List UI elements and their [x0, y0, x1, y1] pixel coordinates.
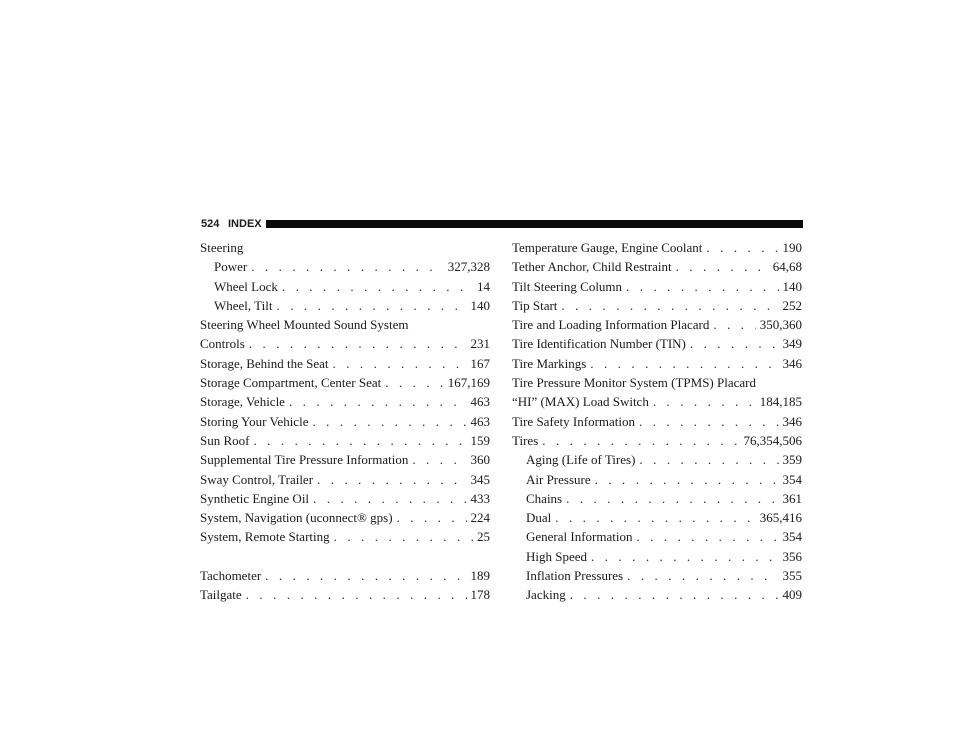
index-term: Aging (Life of Tires): [526, 452, 636, 468]
dot-leader: [690, 334, 779, 353]
page-reference: 365,416: [759, 510, 802, 526]
index-term: Tachometer: [200, 568, 262, 584]
page-reference: 14: [477, 278, 490, 294]
index-subentry: [512, 527, 802, 546]
index-subentry: [512, 566, 802, 585]
dot-leader: [676, 257, 769, 276]
dot-leader: [313, 489, 466, 508]
dot-leader: [561, 296, 778, 315]
page-reference: 349: [782, 336, 802, 352]
dot-leader: [246, 585, 467, 604]
page-reference: 355: [782, 568, 802, 584]
dot-leader: [639, 412, 779, 431]
index-entry: [512, 277, 802, 296]
index-entry: [200, 334, 490, 353]
index-entry: [200, 315, 490, 334]
index-term: Power: [214, 259, 248, 275]
index-entry: [512, 334, 802, 353]
page-reference: 463: [470, 394, 490, 410]
index-term: Tire Safety Information: [512, 413, 635, 429]
index-subentry: [512, 470, 802, 489]
page-reference: 167: [470, 355, 490, 371]
dot-leader: [542, 431, 739, 450]
page-reference: 190: [782, 240, 802, 255]
index-term: Steering Wheel Mounted Sound System: [200, 317, 409, 333]
page-reference: 463: [470, 413, 490, 429]
dot-leader: [590, 354, 778, 373]
index-entry: [200, 392, 490, 411]
index-entry: [200, 585, 490, 604]
index-entry: [200, 238, 490, 257]
index-term: System, Navigation (uconnect® gps): [200, 510, 393, 526]
index-term: Temperature Gauge, Engine Coolant: [512, 240, 703, 255]
page-reference: 178: [470, 587, 490, 603]
page-reference: 354: [782, 529, 802, 545]
index-subentry: [512, 547, 802, 566]
index-subentry: [512, 489, 802, 508]
page-reference: 356: [782, 548, 802, 564]
dot-leader: [385, 373, 444, 392]
page-reference: 189: [470, 568, 490, 584]
dot-leader: [713, 315, 755, 334]
page-header: [201, 216, 803, 232]
index-entry: [512, 392, 802, 411]
dot-leader: [570, 585, 779, 604]
index-term: Dual: [526, 510, 552, 526]
page-reference: 76,354,506: [743, 432, 802, 448]
dot-leader: [334, 527, 473, 546]
page-reference: 231: [470, 336, 490, 352]
page-reference: 184,185: [759, 394, 802, 410]
dot-leader: [277, 296, 467, 315]
page-reference: 346: [782, 355, 802, 371]
index-entry: [200, 489, 490, 508]
index-subentry: [200, 277, 490, 296]
page-reference: 433: [470, 490, 490, 506]
index-term: Inflation Pressures: [526, 568, 624, 584]
index-subentry: [512, 508, 802, 527]
index-term: Sway Control, Trailer: [200, 471, 314, 487]
dot-leader: [639, 450, 778, 469]
dot-leader: [595, 470, 779, 489]
index-term: Air Pressure: [526, 471, 591, 487]
index-entry: [512, 354, 802, 373]
dot-leader: [249, 334, 467, 353]
page-reference: 354: [782, 471, 802, 487]
dot-leader: [653, 392, 756, 411]
page-reference: 64,68: [772, 259, 802, 275]
index-term: Tilt Steering Column: [512, 278, 623, 294]
dot-leader: [251, 257, 444, 276]
index-term: Storing Your Vehicle: [200, 413, 309, 429]
index-term: Tire and Loading Information Placard: [512, 317, 710, 333]
index-subentry: [200, 257, 490, 276]
index-subentry: [512, 450, 802, 469]
index-term: Storage, Behind the Seat: [200, 355, 329, 371]
index-entry: [512, 315, 802, 334]
index-term: Storage, Vehicle: [200, 394, 285, 410]
dot-leader: [706, 238, 778, 257]
header-rule: [266, 220, 803, 228]
index-term: Tip Start: [512, 297, 558, 313]
page-reference: 159: [470, 432, 490, 448]
index-term: General Information: [526, 529, 633, 545]
index-term: Supplemental Tire Pressure Information: [200, 452, 409, 468]
index-term: Steering: [200, 240, 244, 255]
index-term: Jacking: [526, 587, 566, 603]
index-entry: [200, 450, 490, 469]
index-term: Tire Pressure Monitor System (TPMS) Placard: [512, 375, 756, 391]
index-entry: [200, 431, 490, 450]
index-subentry: [200, 296, 490, 315]
index-term: Wheel Lock: [214, 278, 278, 294]
index-term: Storage Compartment, Center Seat: [200, 375, 382, 391]
index-entry: [200, 470, 490, 489]
page-reference: 360: [470, 452, 490, 468]
page-reference: 409: [782, 587, 802, 603]
dot-leader: [333, 354, 467, 373]
page-reference: 224: [470, 510, 490, 526]
page-number: 524: [201, 218, 220, 230]
index-entry: [512, 296, 802, 315]
dot-leader: [265, 566, 466, 585]
dot-leader: [282, 277, 473, 296]
index-term: “HI” (MAX) Load Switch: [512, 394, 649, 410]
index-column-left: [200, 238, 490, 605]
dot-leader: [312, 412, 466, 431]
index-entry: [512, 431, 802, 450]
index-column-right: [512, 238, 802, 605]
index-entry: [512, 412, 802, 431]
page-reference: 350,360: [759, 317, 802, 333]
dot-leader: [627, 566, 778, 585]
index-term: Tire Markings: [512, 355, 587, 371]
index-term: Synthetic Engine Oil: [200, 490, 310, 506]
index-entry: [512, 238, 802, 257]
dot-leader: [636, 527, 778, 546]
page-reference: 345: [470, 471, 490, 487]
dot-leader: [397, 508, 467, 527]
index-term: Wheel, Tilt: [214, 297, 273, 313]
index-term: Tire Identification Number (TIN): [512, 336, 686, 352]
dot-leader: [566, 489, 778, 508]
index-subentry: [512, 585, 802, 604]
index-entry: [200, 354, 490, 373]
dot-leader: [289, 392, 467, 411]
page-reference: 167,169: [447, 375, 490, 391]
dot-leader: [412, 450, 466, 469]
dot-leader: [555, 508, 755, 527]
index-entry: [200, 566, 490, 585]
page-reference: 346: [782, 413, 802, 429]
page-reference: 25: [477, 529, 490, 545]
index-term: Tires: [512, 432, 539, 448]
page-reference: 361: [782, 490, 802, 506]
index-entry: [200, 373, 490, 392]
index-term: Tailgate: [200, 587, 242, 603]
dot-leader: [591, 547, 778, 566]
section-title: INDEX: [228, 218, 262, 230]
page-reference: 359: [782, 452, 802, 468]
dot-leader: [253, 431, 466, 450]
index-entry: [200, 412, 490, 431]
page-reference: 327,328: [447, 259, 490, 275]
page-reference: 140: [782, 278, 802, 294]
dot-leader: [317, 470, 466, 489]
index-entry: [200, 527, 490, 546]
index-term: Tether Anchor, Child Restraint: [512, 259, 672, 275]
index-term: Controls: [200, 336, 245, 352]
index-entry: [200, 508, 490, 527]
page-reference: 140: [470, 297, 490, 313]
index-term: System, Remote Starting: [200, 529, 330, 545]
index-term: Chains: [526, 490, 563, 506]
page-reference: 252: [782, 297, 802, 313]
dot-leader: [626, 277, 778, 296]
index-entry: [512, 373, 802, 392]
index-term: High Speed: [526, 548, 588, 564]
index-entry: [512, 257, 802, 276]
index-term: Sun Roof: [200, 432, 250, 448]
